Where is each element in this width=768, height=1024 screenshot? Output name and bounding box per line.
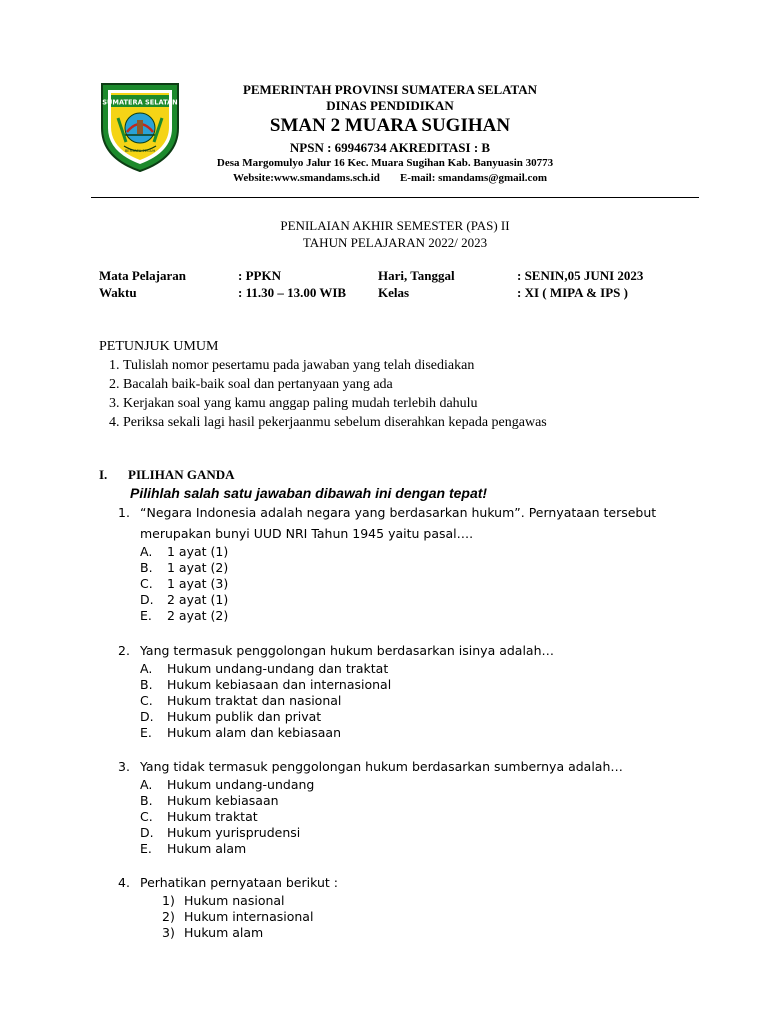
option-letter: E. <box>140 725 152 740</box>
question-4 <box>118 872 338 941</box>
question-1 <box>118 502 656 624</box>
instruction-item: 1. Tulislah nomor pesertamu pada jawaban yang telah disediakan <box>123 356 547 375</box>
school-address: Desa Margomulyo Jalur 16 Kec. Muara Sugihan Kab. Banyuasin 30773 <box>216 157 554 169</box>
question-stem <box>118 872 338 893</box>
option-text: Hukum kebiasaan <box>167 793 279 808</box>
question-text: Yang tidak termasuk penggolongan hukum berdasarkan sumbernya adalah… <box>140 759 623 774</box>
header-divider <box>91 197 699 198</box>
time-label: Waktu <box>99 285 137 300</box>
website: Website:www.smandams.sch.id <box>232 172 380 184</box>
option-text: 1 ayat (2) <box>167 560 229 575</box>
subject-label: Mata Pelajaran <box>99 268 187 283</box>
option-letter: B. <box>140 560 153 575</box>
info-labels-right <box>378 267 455 301</box>
letterhead <box>190 82 590 186</box>
statement-text: Hukum nasional <box>184 893 285 908</box>
subject-value: : PPKN <box>238 268 281 283</box>
question-number: 1. <box>118 505 130 520</box>
option-letter: D. <box>140 825 154 840</box>
option-text: Hukum alam dan kebiasaan <box>167 725 341 740</box>
option-b <box>118 677 554 693</box>
option-a <box>118 544 656 560</box>
option-c <box>118 693 554 709</box>
contact-line <box>190 171 590 186</box>
statement-item <box>118 909 338 925</box>
option-text: Hukum alam <box>167 841 247 856</box>
option-c <box>118 576 656 592</box>
instruction-item: 2. Bacalah baik-baik soal dan pertanyaan yang ada <box>123 375 547 394</box>
option-text: Hukum kebiasaan dan internasional <box>167 677 392 692</box>
question-text-cont: merupakan bunyi UUD NRI Tahun 1945 yaitu pasal…. <box>140 526 474 541</box>
question-stem <box>118 756 623 777</box>
option-d <box>118 592 656 608</box>
option-text: Hukum undang-undang <box>167 777 315 792</box>
option-letter: E. <box>140 841 152 856</box>
statement-number: 3) <box>162 925 175 940</box>
option-letter: B. <box>140 793 153 808</box>
question-text: Perhatikan pernyataan berikut : <box>140 875 338 890</box>
option-letter: C. <box>140 809 153 824</box>
question-stem <box>118 502 656 523</box>
department-name: DINAS PENDIDIKAN <box>326 98 454 113</box>
section-number: I. <box>99 467 108 482</box>
option-text: Hukum traktat dan nasional <box>167 693 342 708</box>
question-number: 3. <box>118 759 130 774</box>
option-b <box>118 793 623 809</box>
option-text: 2 ayat (1) <box>167 592 229 607</box>
option-e <box>118 608 656 624</box>
class-label: Kelas <box>378 285 410 300</box>
question-text: “Negara Indonesia adalah negara yang berdasarkan hukum”. Pernyataan tersebut <box>140 505 657 520</box>
logo-motto: BERSATU TEGUH <box>124 149 156 153</box>
option-d <box>118 709 554 725</box>
option-letter: C. <box>140 576 153 591</box>
statement-item <box>118 925 338 941</box>
option-text: Hukum traktat <box>167 809 258 824</box>
statement-number: 2) <box>162 909 175 924</box>
option-e <box>118 841 623 857</box>
option-text: Hukum yurisprudensi <box>167 825 301 840</box>
statement-number: 1) <box>162 893 175 908</box>
day-value: : SENIN,05 JUNI 2023 <box>517 268 644 283</box>
question-3 <box>118 756 623 857</box>
option-letter: D. <box>140 592 154 607</box>
statement-text: Hukum alam <box>184 925 264 940</box>
instruction-item: 4. Periksa sekali lagi hasil pekerjaanmu sebelum diserahkan kepada pengawas <box>123 413 547 432</box>
instruction-item: 3. Kerjakan soal yang kamu anggap paling mudah terlebih dahulu <box>123 394 547 413</box>
option-letter: B. <box>140 677 153 692</box>
question-number: 2. <box>118 643 130 658</box>
exam-title-line2: TAHUN PELAJARAN 2022/ 2023 <box>302 235 488 250</box>
exam-title <box>91 217 699 251</box>
option-text: Hukum publik dan privat <box>167 709 322 724</box>
email: E-mail: smandams@gmail.com <box>399 172 548 184</box>
class-value: : XI ( MIPA & IPS ) <box>517 285 628 300</box>
day-label: Hari, Tanggal <box>378 268 455 283</box>
option-a <box>118 777 623 793</box>
option-text: 2 ayat (2) <box>167 608 229 623</box>
exam-title-line1: PENILAIAN AKHIR SEMESTER (PAS) II <box>280 218 510 233</box>
question-stem <box>118 640 554 661</box>
option-letter: D. <box>140 709 154 724</box>
option-letter: C. <box>140 693 153 708</box>
instructions-title: PETUNJUK UMUM <box>99 339 219 354</box>
logo-text: SUMATERA SELATAN <box>102 98 178 107</box>
section-title: PILIHAN GANDA <box>128 467 235 482</box>
question-2 <box>118 640 554 741</box>
school-logo <box>96 80 184 174</box>
option-letter: A. <box>140 544 153 559</box>
option-d <box>118 825 623 841</box>
option-letter: A. <box>140 777 153 792</box>
info-values-left <box>238 267 346 301</box>
statement-item <box>118 893 338 909</box>
time-value: : 11.30 – 13.00 WIB <box>238 285 347 300</box>
question-number: 4. <box>118 875 130 890</box>
option-text: Hukum undang-undang dan traktat <box>167 661 389 676</box>
section-instruction: Pilihlah salah satu jawaban dibawah ini dengan tepat! <box>130 485 488 501</box>
option-text: 1 ayat (1) <box>167 544 229 559</box>
section-heading <box>99 466 235 483</box>
info-labels-left <box>99 267 186 301</box>
statement-text: Hukum internasional <box>184 909 314 924</box>
general-instructions <box>99 337 547 432</box>
school-name: SMAN 2 MUARA SUGIHAN <box>269 115 511 136</box>
instructions-list <box>99 356 547 432</box>
option-e <box>118 725 554 741</box>
option-letter: E. <box>140 608 152 623</box>
npsn-accreditation: NPSN : 69946734 AKREDITASI : B <box>289 140 491 155</box>
info-values-right <box>517 267 643 301</box>
question-text: Yang termasuk penggolongan hukum berdasarkan isinya adalah… <box>140 643 555 658</box>
province-name: PEMERINTAH PROVINSI SUMATERA SELATAN <box>242 82 538 97</box>
option-text: 1 ayat (3) <box>167 576 229 591</box>
option-a <box>118 661 554 677</box>
option-c <box>118 809 623 825</box>
option-b <box>118 560 656 576</box>
option-letter: A. <box>140 661 153 676</box>
